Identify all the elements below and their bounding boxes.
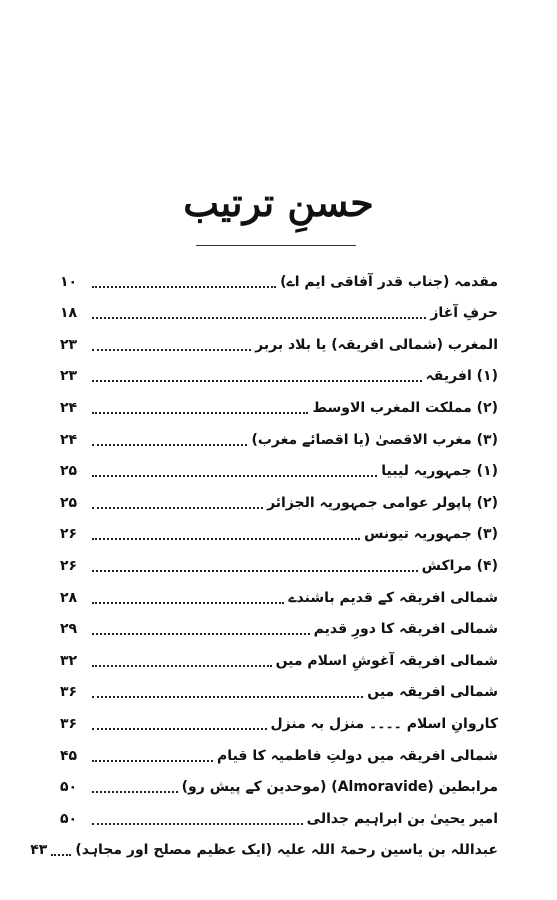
toc-entry-title: حرفِ آغاز xyxy=(430,305,498,322)
dot-leader xyxy=(92,602,284,604)
toc-entry-title: (۲) مملکت المغرب الاوسط xyxy=(312,399,498,416)
toc-entry-page-number: ۲۴ xyxy=(60,399,78,416)
toc-entry-title: کاروانِ اسلام ۔۔۔۔ منزل بہ منزل xyxy=(270,715,498,732)
dot-leader xyxy=(92,317,426,319)
dot-leader xyxy=(92,570,418,572)
toc-entry-page-number: ۲۸ xyxy=(60,589,78,606)
toc-entry-page-number: ۲۹ xyxy=(60,621,78,638)
dot-leader xyxy=(92,633,310,635)
toc-entry[interactable] xyxy=(60,704,498,736)
dot-leader xyxy=(92,349,251,351)
toc-entry[interactable] xyxy=(60,452,498,484)
toc-entry-title: شمالی افریقہ کے قدیم باشندے xyxy=(288,589,498,606)
toc-entry-title: شمالی افریقہ میں xyxy=(367,684,498,701)
toc-entry[interactable] xyxy=(60,610,498,642)
toc-entry-title: (۳) مغرب الاقصیٰ (یا اقصائے مغرب) xyxy=(251,431,498,448)
toc-entry[interactable] xyxy=(60,262,498,294)
toc-entry-title: (۱) جمہوریہ لیبیا xyxy=(381,463,498,480)
toc-entry-page-number: ۲۶ xyxy=(60,557,78,574)
toc-entry[interactable] xyxy=(30,831,498,863)
toc-entry[interactable] xyxy=(60,641,498,673)
dot-leader xyxy=(92,696,363,698)
toc-entry[interactable] xyxy=(60,736,498,768)
toc-entry[interactable] xyxy=(60,420,498,452)
toc-entry-title: شمالی افریقہ میں دولتِ فاطمیہ کا قیام xyxy=(217,747,498,764)
toc-entry-page-number: ۳۶ xyxy=(60,715,78,732)
toc-entry-page-number: ۱۰ xyxy=(60,273,78,290)
toc-entry-page-number: ۲۳ xyxy=(60,368,78,385)
toc-entry-title: امیر یحییٰ بن ابراہیم جدالی xyxy=(306,810,498,827)
toc-entry-page-number: ۱۸ xyxy=(60,305,78,322)
toc-entry-page-number: ۵۰ xyxy=(60,779,78,796)
toc-entry[interactable] xyxy=(60,578,498,610)
toc-entry-page-number: ۴۵ xyxy=(60,747,78,764)
page-title: حسنِ ترتیب xyxy=(183,180,374,225)
toc-entry-page-number: ۲۵ xyxy=(60,463,78,480)
toc-entry-title: (۱) افریقہ xyxy=(425,368,498,385)
dot-leader xyxy=(92,412,308,414)
dot-leader xyxy=(92,665,272,667)
toc-entry-title: (۴) مراکش xyxy=(421,557,498,574)
dot-leader xyxy=(51,854,71,856)
toc-entry-page-number: ۴۳ xyxy=(30,842,48,859)
toc-entry-page-number: ۲۴ xyxy=(60,431,78,448)
dot-leader xyxy=(92,728,267,730)
toc-entry[interactable] xyxy=(60,546,498,578)
toc-entry-title: شمالی افریقہ کا دورِ قدیم xyxy=(313,621,498,638)
toc-entry-title: (۳) جمہوریہ تیونس xyxy=(364,526,498,543)
toc-entry-page-number: ۵۰ xyxy=(60,810,78,827)
toc-entry-title: (۲) پاپولر عوامی جمہوریہ الجزائر xyxy=(267,494,498,511)
toc-entry-title: شمالی افریقہ آغوشِ اسلام میں xyxy=(275,652,498,669)
toc-entry-page-number: ۲۳ xyxy=(60,336,78,353)
dot-leader xyxy=(92,538,360,540)
toc-entry[interactable] xyxy=(60,673,498,705)
toc-entry-title: مقدمہ (جناب قدر آفاقی ایم اے) xyxy=(280,273,498,290)
toc-entry-page-number: ۳۲ xyxy=(60,652,78,669)
toc-entry-title: مرابطین (Almoravide) (موحدین کے پیش رو) xyxy=(181,779,498,796)
toc-entry-page-number: ۲۶ xyxy=(60,526,78,543)
toc-entry-title: عبداللہ بن یاسین رحمۃ اللہ علیہ (ایک عظیم مصلح اور مجاہد) xyxy=(75,842,498,859)
toc-entry[interactable] xyxy=(60,768,498,800)
toc-entry-title: المغرب (شمالی افریقہ) یا بلاد بربر xyxy=(255,336,498,353)
dot-leader xyxy=(92,791,178,793)
dot-leader xyxy=(92,475,377,477)
dot-leader xyxy=(92,444,247,446)
toc-entry[interactable] xyxy=(60,294,498,326)
dot-leader xyxy=(92,823,303,825)
title-underline xyxy=(196,245,356,246)
toc-entry[interactable] xyxy=(60,388,498,420)
toc-entry[interactable] xyxy=(60,357,498,389)
toc-entry[interactable] xyxy=(60,515,498,547)
dot-leader xyxy=(92,760,213,762)
toc-entry-page-number: ۳۶ xyxy=(60,684,78,701)
dot-leader xyxy=(92,286,276,288)
toc-entry[interactable] xyxy=(60,483,498,515)
toc-entry[interactable] xyxy=(60,325,498,357)
toc-entry[interactable] xyxy=(60,799,498,831)
dot-leader xyxy=(92,380,422,382)
toc-entry-page-number: ۲۵ xyxy=(60,494,78,511)
table-of-contents xyxy=(30,262,498,862)
dot-leader xyxy=(92,507,263,509)
